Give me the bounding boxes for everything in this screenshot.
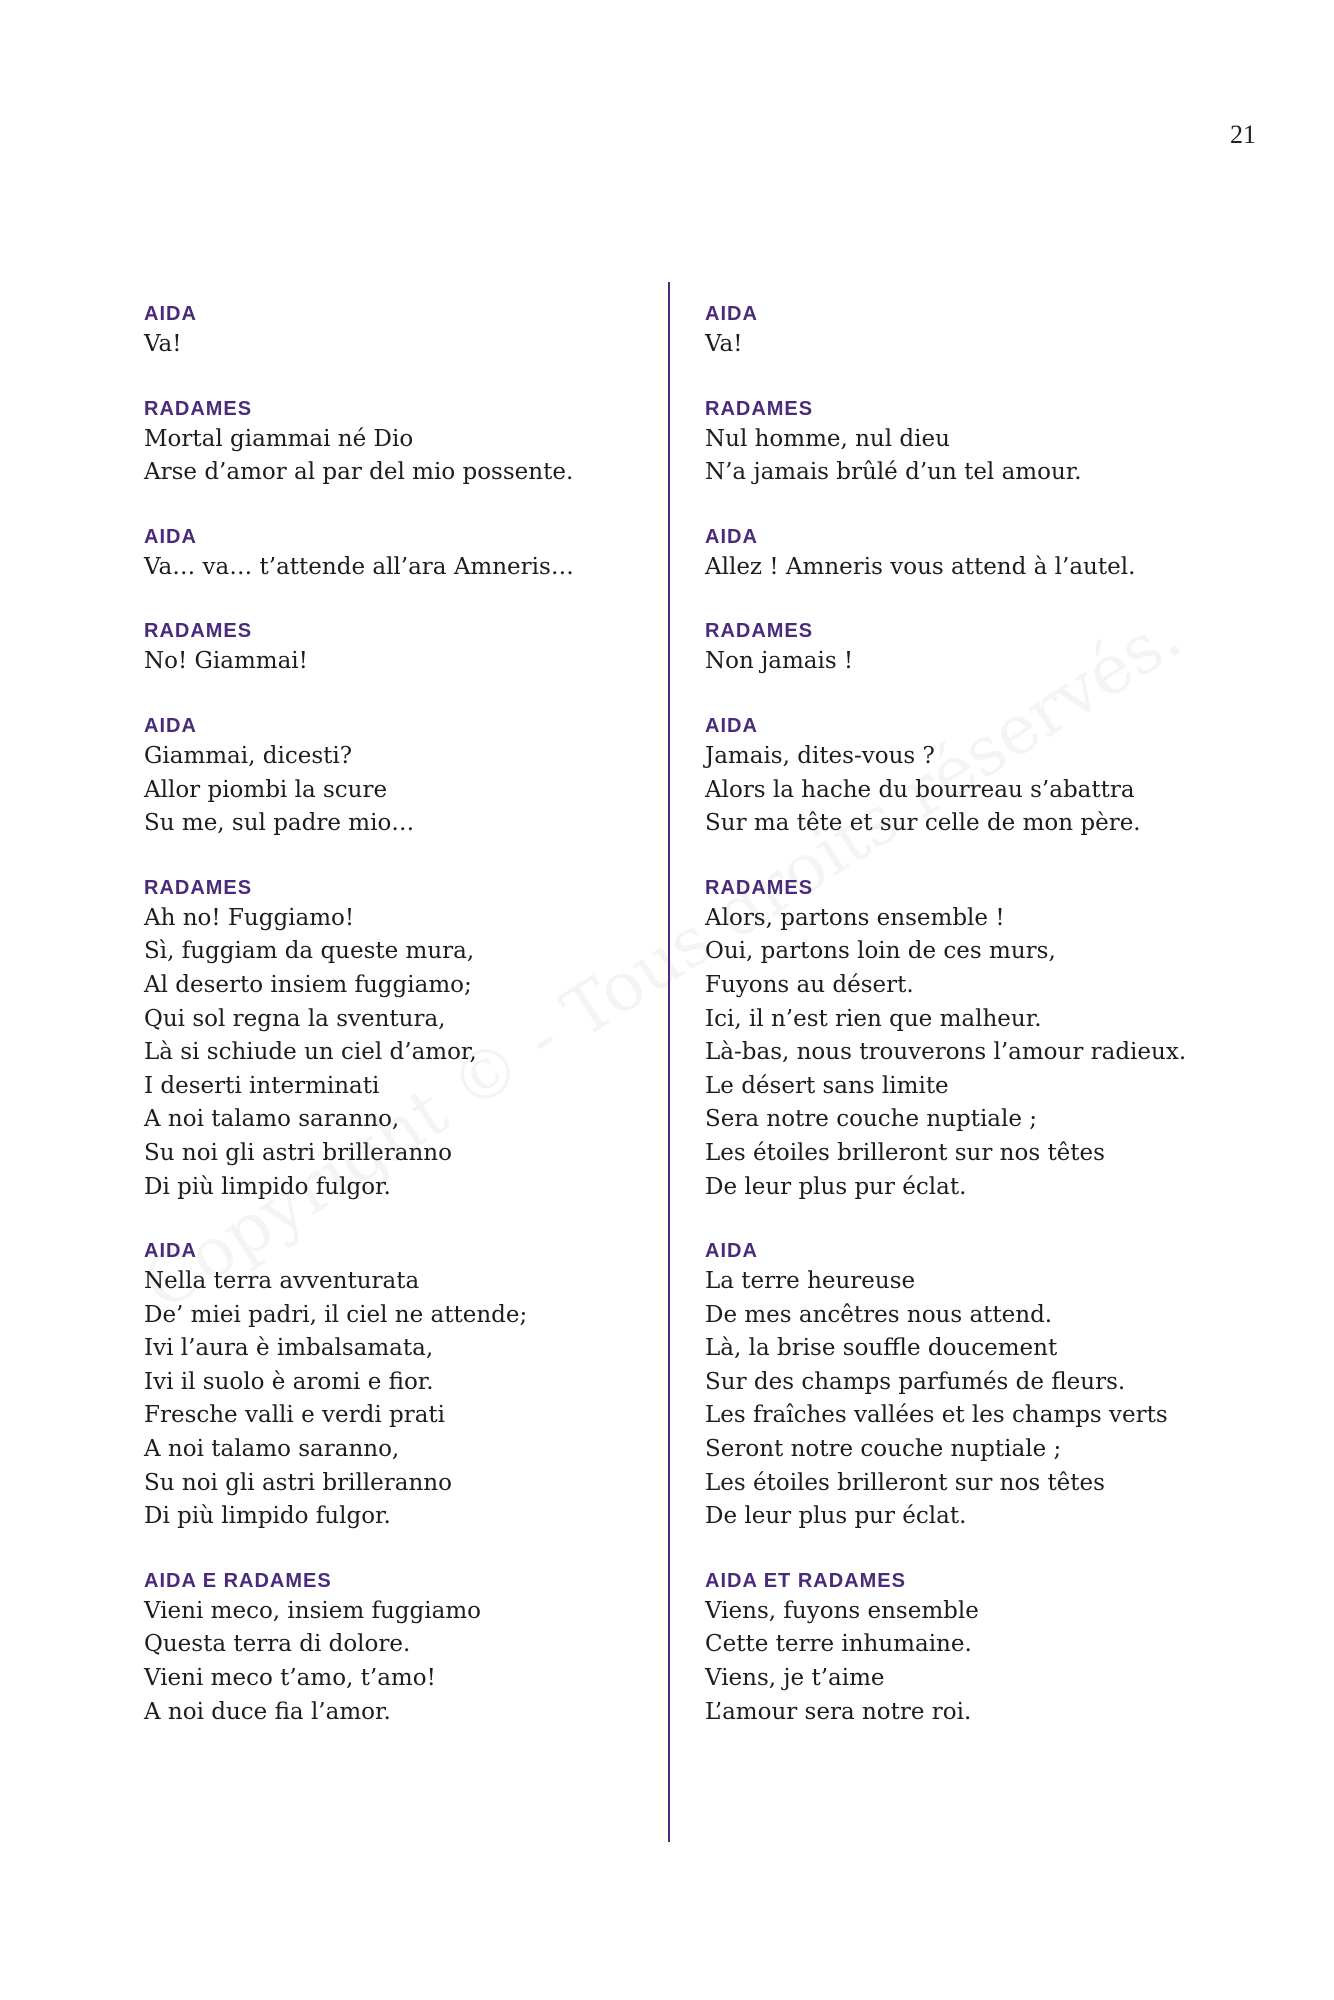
- verse-line: Vieni meco t’amo, t’amo!: [144, 1665, 436, 1692]
- dialogue-block: [705, 300, 1265, 362]
- verse-line: Giammai, dicesti?: [144, 742, 353, 769]
- verse-line: No! Giammai!: [144, 648, 308, 675]
- verse-line: Al deserto insiem fuggiamo;: [144, 971, 472, 998]
- dialogue-block: [705, 1567, 1265, 1729]
- speaker-name: AIDA E RADAMES: [144, 1569, 332, 1592]
- verse-line: Arse d’amor al par del mio possente.: [144, 459, 574, 486]
- verse-line: Sur ma tête et sur celle de mon père.: [705, 810, 1141, 837]
- verse-line: I deserti interminati: [144, 1072, 380, 1099]
- speaker-name: RADAMES: [144, 620, 253, 643]
- verse-line: N’a jamais brûlé d’un tel amour.: [705, 459, 1082, 486]
- dialogue-block: [705, 523, 1265, 585]
- dialogue-block: [144, 712, 644, 841]
- dialogue-block: [144, 617, 644, 679]
- verse-line: Les étoiles brilleront sur nos têtes: [705, 1139, 1105, 1166]
- verse-line: Oui, partons loin de ces murs,: [705, 938, 1056, 965]
- speaker-name: RADAMES: [144, 876, 253, 899]
- verse-line: Les fraîches vallées et les champs verts: [705, 1402, 1168, 1429]
- verse-line: Ivi l’aura è imbalsamata,: [144, 1335, 434, 1362]
- verse-line: Su noi gli astri brilleranno: [144, 1139, 452, 1166]
- french-translation-column: [705, 300, 1265, 1762]
- dialogue-block: [705, 874, 1265, 1204]
- dialogue-block: [705, 712, 1265, 841]
- verse-line: Su noi gli astri brilleranno: [144, 1469, 452, 1496]
- verse-line: Vieni meco, insiem fuggiamo: [144, 1597, 481, 1624]
- verse-line: Allor piombi la scure: [144, 776, 388, 803]
- dialogue-block: [144, 874, 644, 1204]
- verse-line: Les étoiles brilleront sur nos têtes: [705, 1469, 1105, 1496]
- verse-line: Allez ! Amneris vous attend à l’autel.: [705, 553, 1136, 580]
- verse-line: Alors la hache du bourreau s’abattra: [705, 776, 1135, 803]
- dialogue-block: [705, 1237, 1265, 1534]
- italian-libretto-column: [144, 300, 644, 1762]
- verse-line: Ici, il n’est rien que malheur.: [705, 1005, 1042, 1032]
- dialogue-block: [144, 300, 644, 362]
- page-number: 21: [1230, 120, 1256, 149]
- verse-line: Le désert sans limite: [705, 1072, 949, 1099]
- verse-line: Questa terra di dolore.: [144, 1631, 411, 1658]
- verse-line: De leur plus pur éclat.: [705, 1173, 967, 1200]
- dialogue-block: [144, 523, 644, 585]
- verse-line: La terre heureuse: [705, 1268, 916, 1295]
- speaker-name: AIDA: [144, 1240, 197, 1263]
- verse-line: Jamais, dites-vous ?: [705, 742, 935, 769]
- dialogue-block: [144, 1567, 644, 1729]
- dialogue-block: [705, 617, 1265, 679]
- verse-line: A noi talamo saranno,: [144, 1436, 400, 1463]
- verse-line: Viens, fuyons ensemble: [705, 1597, 979, 1624]
- verse-line: Di più limpido fulgor.: [144, 1173, 391, 1200]
- verse-line: Non jamais !: [705, 648, 854, 675]
- speaker-name: AIDA: [144, 525, 197, 548]
- verse-line: Nella terra avventurata: [144, 1268, 420, 1295]
- verse-line: Alors, partons ensemble !: [705, 904, 1005, 931]
- column-divider: [668, 282, 670, 1842]
- speaker-name: AIDA: [705, 1240, 758, 1263]
- speaker-name: RADAMES: [144, 397, 253, 420]
- speaker-name: AIDA: [705, 525, 758, 548]
- verse-line: Qui sol regna la sventura,: [144, 1005, 446, 1032]
- verse-line: L’amour sera notre roi.: [705, 1698, 972, 1725]
- verse-line: Viens, je t’aime: [705, 1665, 885, 1692]
- speaker-name: AIDA: [144, 714, 197, 737]
- verse-line: Là, la brise souffle doucement: [705, 1335, 1058, 1362]
- verse-line: Fuyons au désert.: [705, 971, 914, 998]
- verse-line: Va… va… t’attende all’ara Amneris…: [144, 553, 574, 580]
- speaker-name: AIDA: [705, 303, 758, 325]
- speaker-name: AIDA: [705, 714, 758, 737]
- verse-line: Seront notre couche nuptiale ;: [705, 1436, 1062, 1463]
- speaker-name: RADAMES: [705, 876, 814, 899]
- verse-line: Va!: [144, 331, 182, 357]
- verse-line: Nul homme, nul dieu: [705, 425, 950, 452]
- dialogue-block: [144, 395, 644, 490]
- verse-line: Sì, fuggiam da queste mura,: [144, 938, 475, 965]
- dialogue-block: [705, 395, 1265, 490]
- verse-line: Là-bas, nous trouverons l’amour radieux.: [705, 1039, 1187, 1066]
- verse-line: De’ miei padri, il ciel ne attende;: [144, 1301, 528, 1328]
- dialogue-block: [144, 1237, 644, 1534]
- verse-line: Là si schiude un ciel d’amor,: [144, 1039, 477, 1066]
- verse-line: Va!: [705, 331, 743, 357]
- speaker-name: AIDA: [144, 303, 197, 325]
- verse-line: Sur des champs parfumés de fleurs.: [705, 1368, 1126, 1395]
- verse-line: Su me, sul padre mio…: [144, 810, 415, 837]
- verse-line: De leur plus pur éclat.: [705, 1503, 967, 1530]
- verse-line: Sera notre couche nuptiale ;: [705, 1106, 1038, 1133]
- verse-line: Cette terre inhumaine.: [705, 1631, 972, 1658]
- speaker-name: RADAMES: [705, 620, 814, 643]
- speaker-name: RADAMES: [705, 397, 814, 420]
- verse-line: Ivi il suolo è aromi e fior.: [144, 1368, 434, 1395]
- verse-line: Fresche valli e verdi prati: [144, 1402, 446, 1429]
- verse-line: Ah no! Fuggiamo!: [144, 904, 355, 931]
- verse-line: A noi talamo saranno,: [144, 1106, 400, 1133]
- verse-line: Mortal giammai né Dio: [144, 425, 414, 452]
- verse-line: A noi duce fia l’amor.: [144, 1698, 391, 1725]
- speaker-name: AIDA ET RADAMES: [705, 1569, 906, 1592]
- verse-line: De mes ancêtres nous attend.: [705, 1301, 1053, 1328]
- verse-line: Di più limpido fulgor.: [144, 1503, 391, 1530]
